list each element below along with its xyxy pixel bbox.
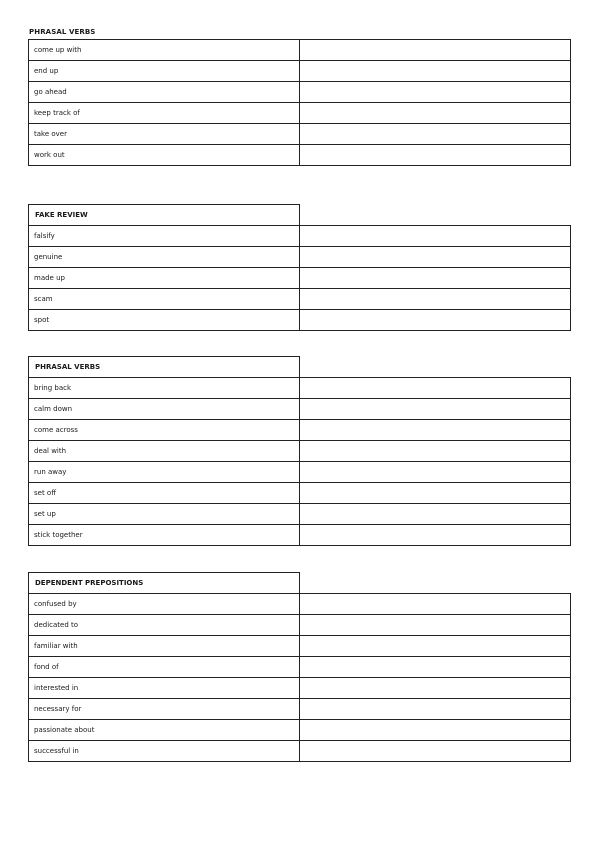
answer-cell[interactable] [300,310,571,331]
table-body [28,39,571,166]
table-row [29,741,571,762]
answer-cell[interactable] [300,615,571,636]
table-row [29,61,571,82]
table-row [29,82,571,103]
vocab-word: spot [29,310,300,331]
answer-cell[interactable] [300,657,571,678]
answer-cell[interactable] [300,462,571,483]
table-body [28,225,571,331]
table-row [29,636,571,657]
vocab-word: falsify [29,226,300,247]
vocab-word: necessary for [29,699,300,720]
answer-cell[interactable] [300,399,571,420]
answer-cell[interactable] [300,594,571,615]
table-row [29,441,571,462]
table-row [29,145,571,166]
table-body [28,377,571,546]
vocab-word: calm down [29,399,300,420]
table-row [29,103,571,124]
vocab-word: familiar with [29,636,300,657]
vocab-word: bring back [29,378,300,399]
table-row [29,289,571,310]
vocab-word: end up [29,61,300,82]
vocab-word: come across [29,420,300,441]
table-row [29,399,571,420]
answer-cell[interactable] [300,525,571,546]
answer-cell[interactable] [300,741,571,762]
table-row [29,594,571,615]
vocab-word: keep track of [29,103,300,124]
answer-cell[interactable] [300,678,571,699]
answer-cell[interactable] [300,247,571,268]
table-row [29,40,571,61]
answer-cell[interactable] [300,40,571,61]
table-row [29,615,571,636]
section-title: PHRASAL VERBS [28,356,300,377]
answer-cell[interactable] [300,103,571,124]
answer-cell[interactable] [300,441,571,462]
vocab-word: take over [29,124,300,145]
vocab-word: successful in [29,741,300,762]
answer-cell[interactable] [300,145,571,166]
table-row [29,483,571,504]
table-row [29,124,571,145]
vocab-word: run away [29,462,300,483]
table-row [29,720,571,741]
table-row [29,504,571,525]
answer-cell[interactable] [300,61,571,82]
answer-cell[interactable] [300,82,571,103]
table-row [29,462,571,483]
answer-cell[interactable] [300,636,571,657]
answer-cell[interactable] [300,504,571,525]
vocab-word: set up [29,504,300,525]
vocab-word: go ahead [29,82,300,103]
vocab-table-phrasal-verbs-1 [28,39,571,166]
vocab-word: come up with [29,40,300,61]
table-row [29,310,571,331]
table-row [29,268,571,289]
table-row [29,226,571,247]
vocab-word: stick together [29,525,300,546]
vocab-word: deal with [29,441,300,462]
answer-cell[interactable] [300,483,571,504]
section-title: PHRASAL VERBS [29,28,96,36]
table-row [29,378,571,399]
vocab-table-dependent-prepositions [28,572,571,762]
vocab-table-fake-review [28,204,571,331]
table-row [29,525,571,546]
table-body [28,593,571,762]
vocab-word: interested in [29,678,300,699]
answer-cell[interactable] [300,268,571,289]
vocab-word: confused by [29,594,300,615]
table-row [29,678,571,699]
vocab-word: made up [29,268,300,289]
table-row [29,699,571,720]
answer-cell[interactable] [300,720,571,741]
answer-cell[interactable] [300,420,571,441]
answer-cell[interactable] [300,226,571,247]
answer-cell[interactable] [300,699,571,720]
vocab-table-phrasal-verbs-2 [28,356,571,546]
table-row [29,657,571,678]
answer-cell[interactable] [300,289,571,310]
section-title: FAKE REVIEW [28,204,300,225]
table-row [29,247,571,268]
section-title: DEPENDENT PREPOSITIONS [28,572,300,593]
answer-cell[interactable] [300,378,571,399]
vocab-word: set off [29,483,300,504]
table-row [29,420,571,441]
answer-cell[interactable] [300,124,571,145]
vocab-word: genuine [29,247,300,268]
vocab-word: dedicated to [29,615,300,636]
vocab-word: fond of [29,657,300,678]
vocab-word: scam [29,289,300,310]
vocab-word: work out [29,145,300,166]
vocab-word: passionate about [29,720,300,741]
